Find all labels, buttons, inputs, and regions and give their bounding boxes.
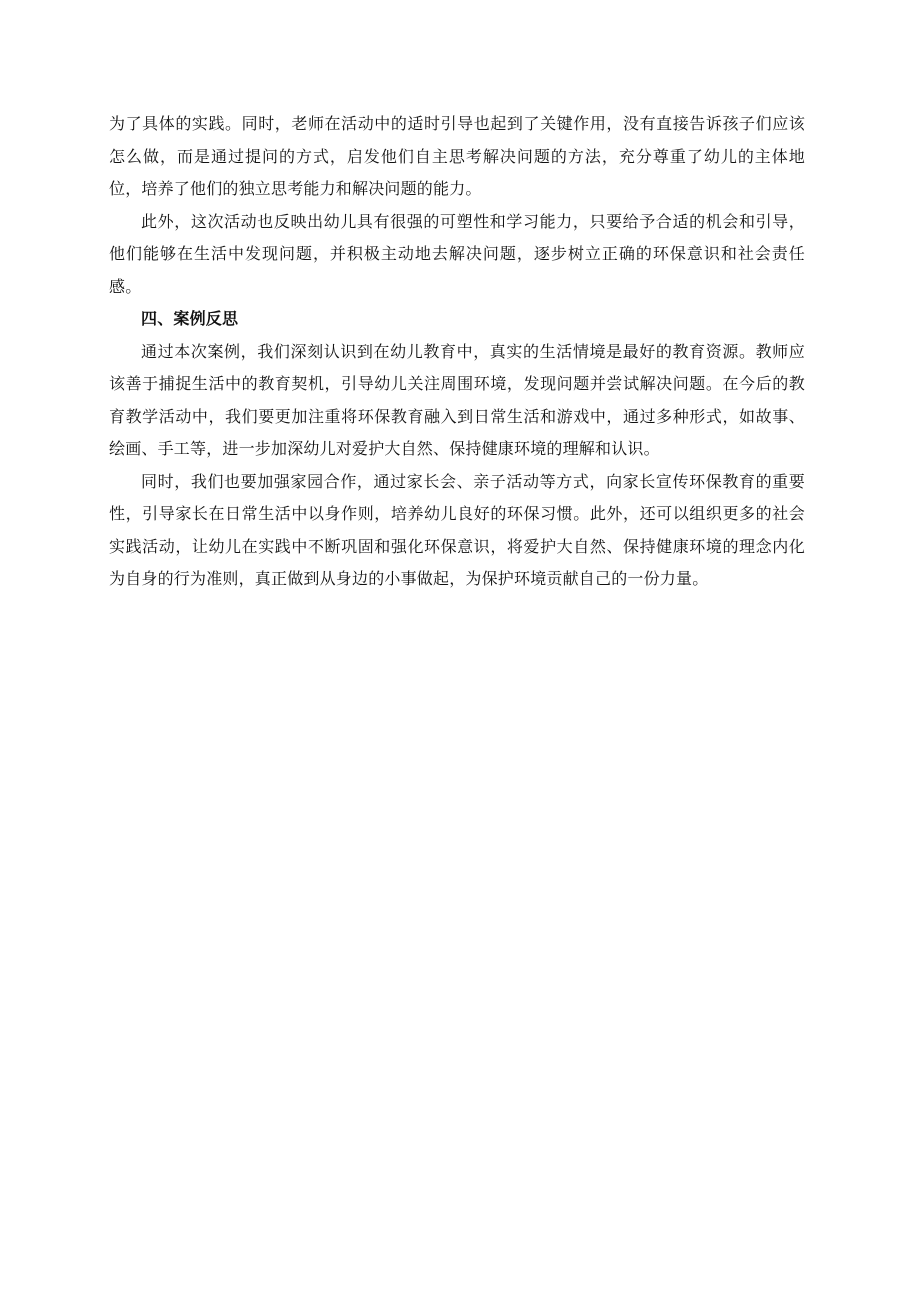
- paragraph-reflection: 通过本次案例，我们深刻认识到在幼儿教育中，真实的生活情境是最好的教育资源。教师应该善于捕捉生活中的教育契机，引导幼儿关注周围环境，发现问题并尝试解决问题。在今后的教育教学活动中，我们要更加注重将环保教育融入到日常生活和游戏中，通过多种形式，如故事、绘画、手工等，进一步加深幼儿对爱护大自然、保持健康环境的理解和认识。: [109, 341, 805, 458]
- paragraph-continued: 为了具体的实践。同时，老师在活动中的适时引导也起到了关键作用，没有直接告诉孩子们应该怎么做，而是通过提问的方式，启发他们自主思考解决问题的方法，充分尊重了幼儿的主体地位，培养了他们的独立思考能力和解决问题的能力。: [109, 114, 805, 198]
- paragraph-plasticity: 此外，这次活动也反映出幼儿具有很强的可塑性和学习能力，只要给予合适的机会和引导，他们能够在生活中发现问题，并积极主动地去解决问题，逐步树立正确的环保意识和社会责任感。: [109, 211, 805, 296]
- section-heading: 四、案例反思: [141, 309, 239, 328]
- paragraph-home-school: 同时，我们也要加强家园合作，通过家长会、亲子活动等方式，向家长宣传环保教育的重要性，引导家长在日常生活中以身作则，培养幼儿良好的环保习惯。此外，还可以组织更多的社会实践活动，让幼儿在实践中不断巩固和强化环保意识，将爱护大自然、保持健康环境的理念内化为自身的行为准则，真正做到从身边的小事做起，为保护环境贡献自己的一份力量。: [109, 471, 805, 588]
- document-body: [109, 108, 805, 596]
